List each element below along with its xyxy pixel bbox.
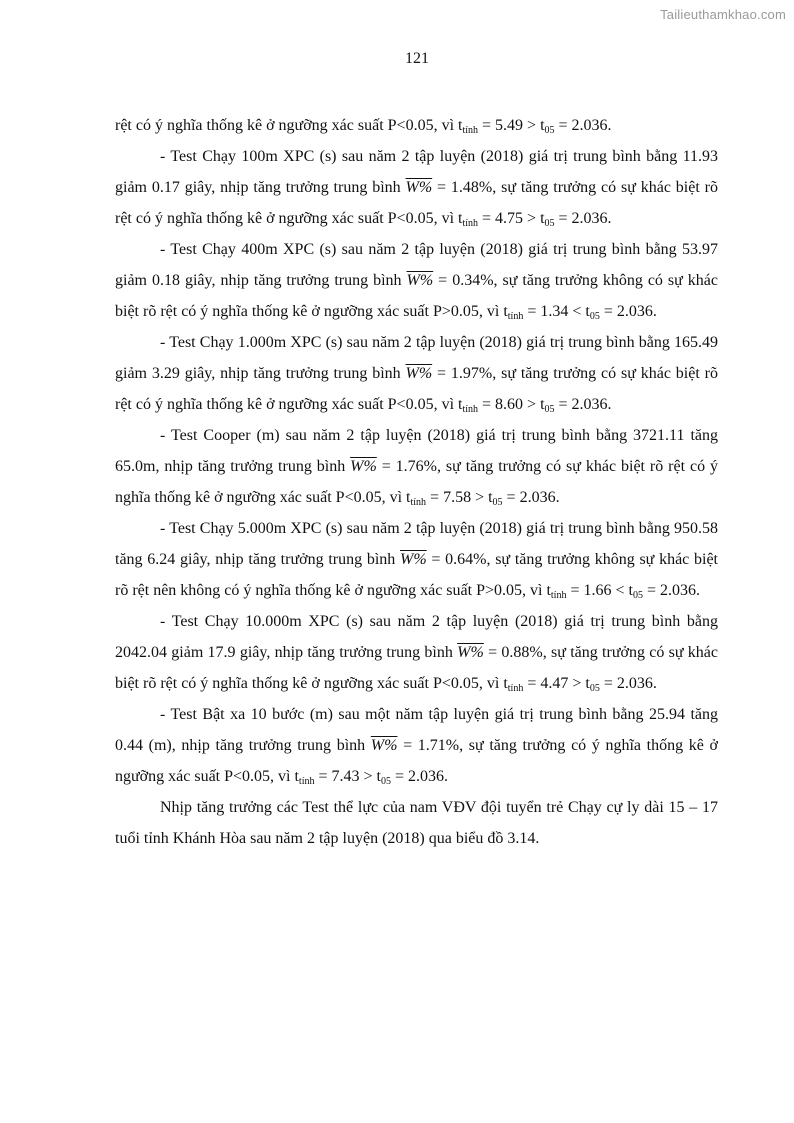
text-run: = 2.036. bbox=[554, 210, 612, 227]
page-number: 121 bbox=[405, 50, 429, 67]
paragraph bbox=[115, 699, 718, 792]
text-run: = 1.76%, sự tăng trưởng có sự khác biệt rõ rệt có ý nghĩa thống kê ở ngưỡng xác suất P<0.05, vì t bbox=[115, 458, 719, 506]
subscript: tính bbox=[507, 311, 524, 322]
paragraph bbox=[115, 141, 718, 234]
text-run: = 4.47 > t bbox=[523, 675, 590, 692]
subscript: 05 bbox=[380, 776, 391, 787]
mean-growth-symbol: W% bbox=[405, 179, 433, 196]
paragraph bbox=[115, 420, 718, 513]
mean-growth-symbol: W% bbox=[400, 551, 427, 568]
document-body bbox=[115, 110, 718, 854]
subscript: 05 bbox=[544, 404, 555, 415]
subscript: 05 bbox=[544, 218, 555, 229]
subscript: 05 bbox=[589, 683, 600, 694]
subscript: tính bbox=[507, 683, 524, 694]
text-run: = 2.036. bbox=[599, 303, 657, 320]
subscript: tính bbox=[550, 590, 567, 601]
subscript: 05 bbox=[589, 311, 600, 322]
subscript: tính bbox=[410, 497, 427, 508]
text-run: Nhịp tăng trưởng các Test thể lực của nam VĐV đội tuyển trẻ Chạy cự ly dài 15 – 17 tuổi tỉnh Khánh Hòa sau năm 2 tập luyện (2018) qua biểu đồ 3.14. bbox=[115, 799, 718, 847]
text-run: - Test Chạy 10.000m XPC (s) sau năm 2 tập luyện (2018) giá trị trung bình bằng 2042.04 giảm 17.9 giây, nhịp tăng trưởng trung bình bbox=[115, 613, 718, 661]
text-run: = 7.43 > t bbox=[314, 768, 381, 785]
mean-growth-symbol: W% bbox=[457, 644, 484, 661]
text-run: = 1.34 < t bbox=[523, 303, 590, 320]
text-run: = 0.34%, sự tăng trưởng không có sự khác biệt rõ rệt có ý nghĩa thống kê ở ngưỡng xác suất P>0.05, vì t bbox=[115, 272, 718, 320]
watermark: Tailieuthamkhao.com bbox=[660, 7, 786, 22]
subscript: 05 bbox=[492, 497, 503, 508]
subscript: 05 bbox=[544, 125, 555, 136]
text-run: = 2.036. bbox=[642, 582, 700, 599]
text-run: = 2.036. bbox=[554, 117, 612, 134]
text-run: = 0.88%, sự tăng trưởng có sự khác biệt rõ rệt có ý nghĩa thống kê ở ngưỡng xác suất P<0.05, vì t bbox=[115, 644, 718, 692]
text-run: = 8.60 > t bbox=[478, 396, 545, 413]
text-run: = 5.49 > t bbox=[478, 117, 545, 134]
paragraph bbox=[115, 606, 718, 699]
paragraph bbox=[115, 513, 718, 606]
text-run: = 1.48%, sự tăng trưởng có sự khác biệt rõ rệt có ý nghĩa thống kê ở ngưỡng xác suất P<0.05, vì t bbox=[115, 179, 718, 227]
mean-growth-symbol: W% bbox=[370, 737, 398, 754]
text-run: - Test Chạy 1.000m XPC (s) sau năm 2 tập luyện (2018) giá trị trung bình bằng 165.49 giảm 3.29 giây, nhịp tăng trưởng trung bình bbox=[115, 334, 718, 382]
text-run: = 2.036. bbox=[390, 768, 449, 785]
text-run: = 1.71%, sự tăng trưởng có ý nghĩa thống kê ở ngưỡng xác suất P<0.05, vì t bbox=[115, 737, 719, 785]
mean-growth-symbol: W% bbox=[350, 458, 377, 475]
paragraph bbox=[115, 792, 718, 854]
text-run: rệt có ý nghĩa thống kê ở ngưỡng xác suất P<0.05, vì t bbox=[115, 117, 463, 134]
text-run: - Test Bật xa 10 bước (m) sau một năm tập luyện giá trị trung bình bằng 25.94 tăng 0.44 (m), nhịp tăng trưởng trung bình bbox=[115, 706, 718, 754]
text-run: - Test Cooper (m) sau năm 2 tập luyện (2018) giá trị trung bình bằng 3721.11 tăng 65.0m, nhịp tăng trưởng trung bình bbox=[115, 427, 718, 475]
mean-growth-symbol: W% bbox=[405, 365, 433, 382]
text-run: = 1.97%, sự tăng trưởng có sự khác biệt rõ rệt có ý nghĩa thống kê ở ngưỡng xác suất P<0.05, vì t bbox=[115, 365, 718, 413]
text-run: = 2.036. bbox=[502, 489, 560, 506]
paragraph bbox=[115, 234, 718, 327]
text-run: = 1.66 < t bbox=[566, 582, 633, 599]
subscript: tính bbox=[462, 404, 479, 415]
text-run: = 2.036. bbox=[599, 675, 657, 692]
subscript: tính bbox=[462, 218, 479, 229]
text-run: = 4.75 > t bbox=[478, 210, 545, 227]
subscript: tính bbox=[298, 776, 315, 787]
text-run: - Test Chạy 100m XPC (s) sau năm 2 tập luyện (2018) giá trị trung bình bằng 11.93 giảm 0.17 giây, nhịp tăng trưởng trung bình bbox=[115, 148, 718, 196]
text-run: - Test Chạy 5.000m XPC (s) sau năm 2 tập luyện (2018) giá trị trung bình bằng 950.58 tăng 6.24 giây, nhịp tăng trưởng trung bình bbox=[115, 520, 718, 568]
subscript: 05 bbox=[632, 590, 643, 601]
paragraph bbox=[115, 110, 718, 141]
text-run: = 2.036. bbox=[554, 396, 612, 413]
subscript: tính bbox=[462, 125, 479, 136]
text-run: = 7.58 > t bbox=[426, 489, 493, 506]
text-run: - Test Chạy 400m XPC (s) sau năm 2 tập luyện (2018) giá trị trung bình bằng 53.97 giảm 0.18 giây, nhịp tăng trưởng trung bình bbox=[115, 241, 718, 289]
paragraph bbox=[115, 327, 718, 420]
mean-growth-symbol: W% bbox=[406, 272, 434, 289]
text-run: = 0.64%, sự tăng trưởng không sự khác biệt rõ rệt nên không có ý nghĩa thống kê ở ngưỡng xác suất P>0.05, vì t bbox=[115, 551, 719, 599]
